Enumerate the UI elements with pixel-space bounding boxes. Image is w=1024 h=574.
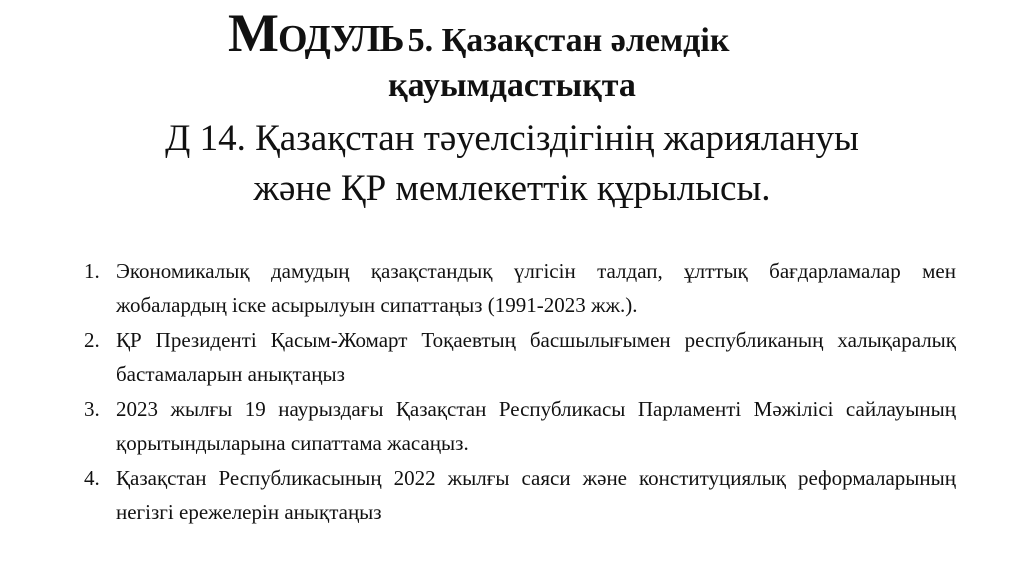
module-prefix: Модуль — [228, 3, 404, 63]
topic-title-line1: Д 14. Қазақстан тәуелсіздігінің жариялануы — [165, 118, 859, 159]
task-text: Экономикалық дамудың қазақстандық үлгісін талдап, ұлттық бағдарламалар мен жобалардың іске асырылуын сипаттаңыз (1991-2023 жж.). — [116, 259, 956, 317]
task-number: 3. — [84, 397, 100, 421]
task-item-4 — [78, 461, 956, 529]
module-title — [0, 0, 1024, 62]
task-number: 2. — [84, 328, 100, 352]
module-title-rest: 5. Қазақстан әлемдік — [407, 22, 730, 59]
task-item-3 — [78, 392, 956, 460]
task-number: 1. — [84, 259, 100, 283]
task-text: 2023 жылғы 19 наурыздағы Қазақстан Республикасы Парламенті Мәжілісі сайлауының қорытындыларына сипаттама жасаңыз. — [116, 397, 956, 455]
task-item-2 — [78, 323, 956, 391]
task-number: 4. — [84, 466, 100, 490]
task-item-1 — [78, 254, 956, 322]
task-text: Қазақстан Республикасының 2022 жылғы саяси және конституциялық реформаларының негізгі ережелерін анықтаңыз — [116, 466, 956, 524]
task-list — [78, 254, 956, 530]
module-title-line2: қауымдастықта — [388, 67, 636, 104]
topic-title-line2: және ҚР мемлекеттік құрылысы. — [253, 168, 771, 209]
task-text: ҚР Президенті Қасым-Жомарт Тоқаевтың басшылығымен республиканың халықаралық бастамаларын анықтаңыз — [116, 328, 956, 386]
